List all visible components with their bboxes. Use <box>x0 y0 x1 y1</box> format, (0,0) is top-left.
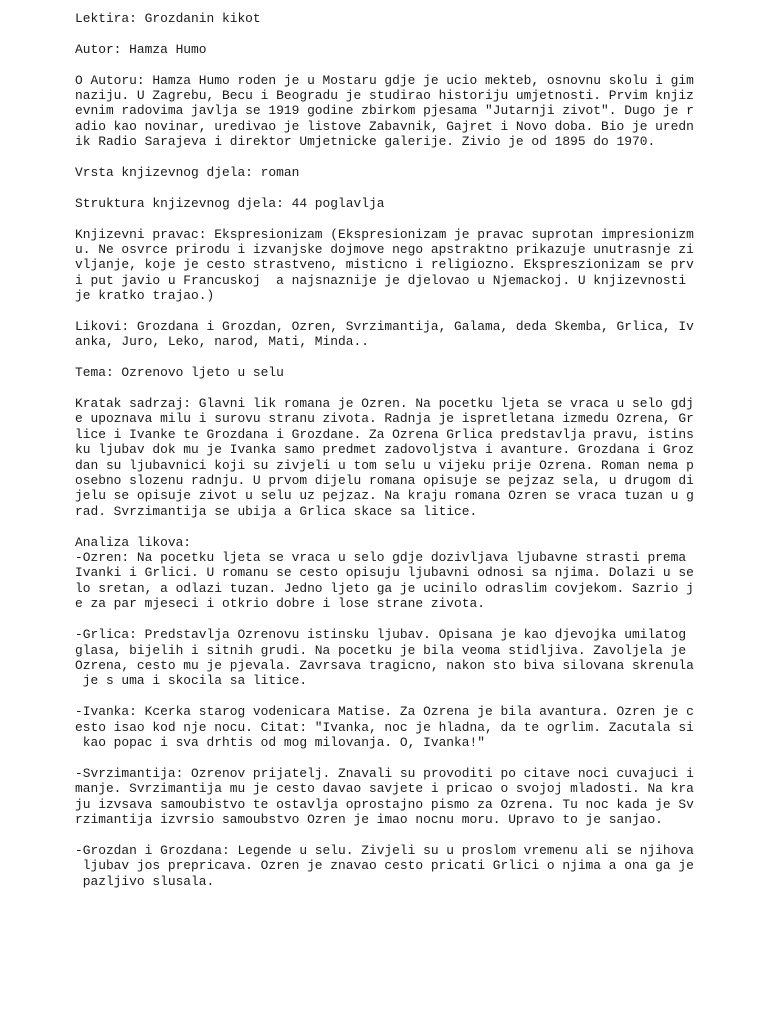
text-line: Ozrena, cesto mu je pjevala. Zavrsava tragicno, nakon sto biva silovana skrenula <box>75 657 694 673</box>
text-line: dan su ljubavnici koji su zivjeli u tom selu u vijeku prije Ozrena. Roman nema p <box>75 457 694 473</box>
genre-paragraph <box>75 165 755 180</box>
text-line: rad. Svrzimantija se ubija a Grlica skace sa litice. <box>75 503 478 519</box>
text-line: ik Radio Sarajeva i direktor Umjetnicke galerije. Zivio je od 1895 do 1970. <box>75 134 656 150</box>
text-line: Lektira: Grozdanin kikot <box>75 11 261 26</box>
text-line: Struktura knjizevnog djela: 44 poglavlja <box>75 195 385 211</box>
text-line: manje. Svrzimantija mu je cesto davao savjete i pricao o svojoj mladosti. Na kra <box>75 781 694 797</box>
text-line: je kratko trajao.) <box>75 288 215 304</box>
text-line: pazljivo slusala. <box>75 873 215 889</box>
text-line: -Grozdan i Grozdana: Legende u selu. Zivjeli su u proslom vremenu ali se njihova <box>75 842 694 858</box>
text-line: anka, Juro, Leko, narod, Mati, Minda.. <box>75 334 369 350</box>
text-line: i put javio u Francuskoj a najsnaznije je djelovao u Njemackoj. U knjizevnosti <box>75 272 687 288</box>
text-line: esto isao kod nje nocu. Citat: "Ivanka, noc je hladna, da te ogrlim. Zacutala si <box>75 719 694 735</box>
author-paragraph <box>75 42 755 57</box>
structure-paragraph <box>75 196 755 211</box>
about-author-paragraph <box>75 73 755 150</box>
text-line: -Ivanka: Kcerka starog vodenicara Matise. Za Ozrena je bila avantura. Ozren je c <box>75 704 694 720</box>
text-line: jelu se opisuje zivot u selu uz pejzaz. Na kraju romana Ozren se vraca tuzan u g <box>75 488 694 504</box>
summary-paragraph <box>75 396 755 519</box>
text-line: -Svrzimantija: Ozrenov prijatelj. Znavali su provoditi po citave noci cuvajuci i <box>75 765 694 781</box>
text-line: Kratak sadrzaj: Glavni lik romana je Ozren. Na pocetku ljeta se vraca u selo gdj <box>75 396 694 412</box>
character-analysis-ozren-paragraph <box>75 535 755 612</box>
text-line: vljanje, koje je cesto strastveno, misticno i religiozno. Ekspreszionizam se prv <box>75 257 694 273</box>
text-line: Likovi: Grozdana i Grozdan, Ozren, Svrzimantija, Galama, deda Skemba, Grlica, Iv <box>75 319 694 335</box>
document-page <box>75 11 755 904</box>
text-line: e upoznava milu i surovu stranu zivota. Radnja je ispretletana izmedu Ozrena, Gr <box>75 411 694 427</box>
text-line: kao popac i sva drhtis od mog milovanja. O, Ivanka!" <box>75 734 485 750</box>
text-line: je s uma i skocila sa litice. <box>75 673 308 689</box>
character-grlica-paragraph <box>75 627 755 689</box>
text-line: Tema: Ozrenovo ljeto u selu <box>75 365 284 381</box>
text-line: Knjizevni pravac: Ekspresionizam (Ekspresionizam je pravac suprotan impresionizm <box>75 226 694 242</box>
characters-paragraph <box>75 319 755 350</box>
text-line: u. Ne osvrce prirodu i izvanjske dojmove nego apstraktno prikazuje unutrasnje zi <box>75 242 694 258</box>
character-grozdan-grozdana-paragraph <box>75 843 755 889</box>
title-paragraph <box>75 11 755 26</box>
text-line: e za par mjeseci i otkrio dobre i lose strane zivota. <box>75 596 485 612</box>
text-line: osebno slozenu radnju. U prvom dijelu romana opisuje se pejzaz sela, u drugom di <box>75 473 694 489</box>
character-ivanka-paragraph <box>75 704 755 750</box>
text-line: O Autoru: Hamza Humo roden je u Mostaru gdje je ucio mekteb, osnovnu skolu i gim <box>75 72 694 88</box>
text-line: Autor: Hamza Humo <box>75 41 207 57</box>
literary-movement-paragraph <box>75 227 755 304</box>
theme-paragraph <box>75 365 755 380</box>
text-line: Analiza likova: <box>75 534 192 550</box>
text-line: naziju. U Zagrebu, Becu i Beogradu je studirao historiju umjetnosti. Prvim knjiz <box>75 88 694 103</box>
character-svrzimantija-paragraph <box>75 766 755 828</box>
text-line: lice i Ivanke te Grozdana i Grozdane. Za Ozrena Grlica predstavlja pravu, istins <box>75 426 694 442</box>
text-line: ljubav jos prepricava. Ozren je znavao cesto pricati Grlici o njima a ona ga je <box>75 858 694 874</box>
text-line: evnim radovima javlja se 1919 godine zbirkom pjesama "Jutarnji zivot". Dugo je r <box>75 103 694 119</box>
text-line: glasa, bijelih i sitnih grudi. Na pocetku je bila veoma stidljiva. Zavoljela je <box>75 642 687 658</box>
text-line: -Ozren: Na pocetku ljeta se vraca u selo gdje dozivljava ljubavne strasti prema <box>75 550 687 566</box>
text-line: -Grlica: Predstavlja Ozrenovu istinsku ljubav. Opisana je kao djevojka umilatog <box>75 627 687 643</box>
text-line: lo sretan, a odlazi tuzan. Jedno ljeto ga je ucinilo odraslim covjekom. Sazrio j <box>75 580 694 596</box>
text-line: Ivanki i Grlici. U romanu se cesto opisuju ljubavni odnosi sa njima. Dolazi u se <box>75 565 694 581</box>
text-line: rzimantija izvrsio samoubstvo Ozren je imao nocnu moru. Upravo to je sanjao. <box>75 811 663 827</box>
text-line: ju izvsava samoubistvo te ostavlja oprostajno pismo za Ozrena. Tu noc kada je Sv <box>75 796 694 812</box>
text-line: ku ljubav dok mu je Ivanka samo predmet zadovoljstva i avanture. Grozdana i Groz <box>75 442 694 458</box>
text-line: Vrsta knjizevnog djela: roman <box>75 165 300 181</box>
text-line: adio kao novinar, uredivao je listove Zabavnik, Gajret i Novo doba. Bio je uredn <box>75 118 694 134</box>
